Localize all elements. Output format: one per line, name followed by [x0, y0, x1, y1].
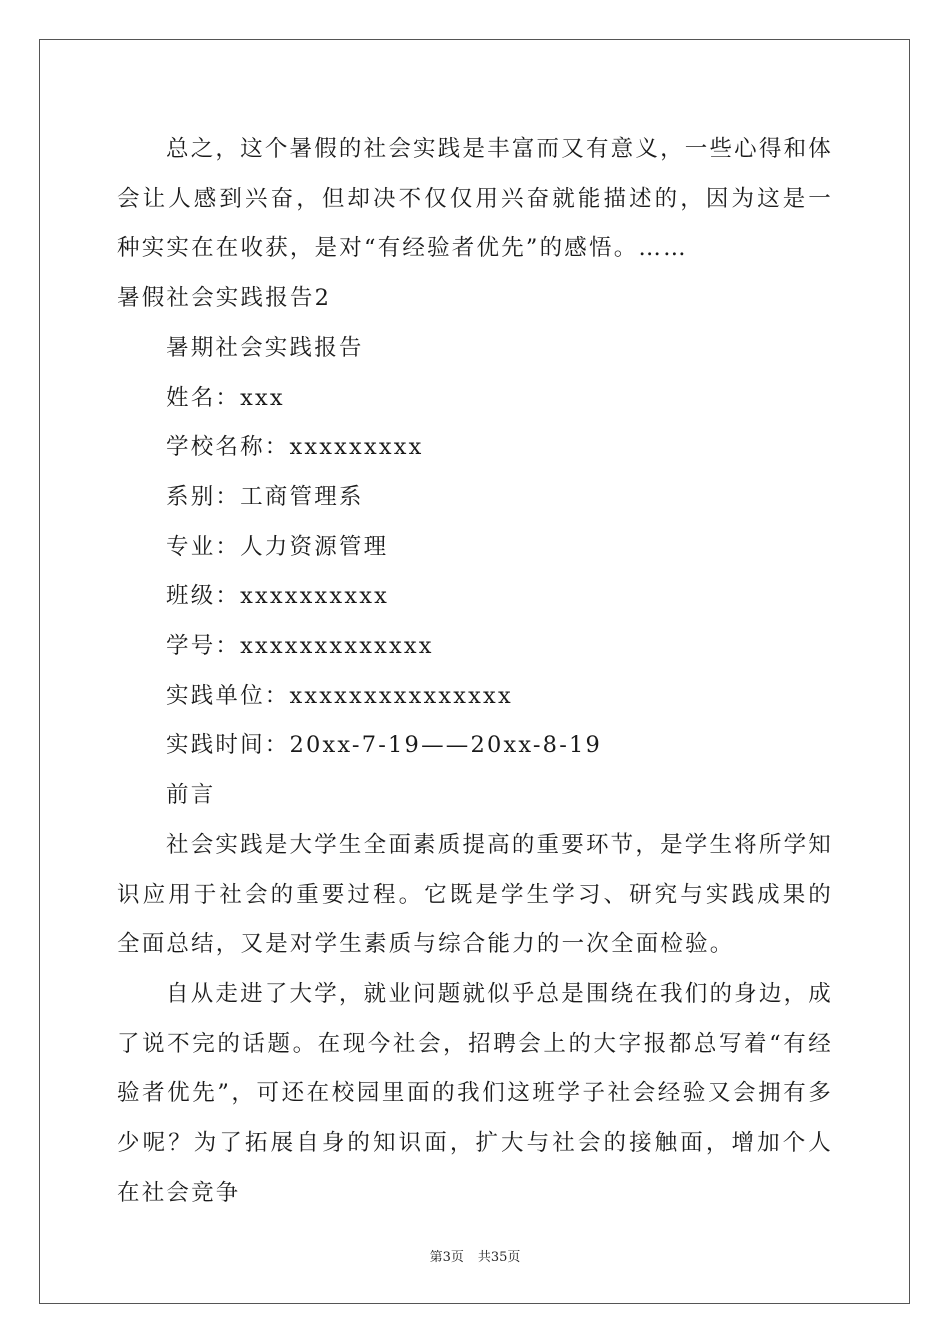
field-name: 姓名：xxx: [166, 384, 285, 411]
field-practice-unit: 实践单位：xxxxxxxxxxxxxxx: [166, 682, 513, 709]
report-title: 暑期社会实践报告: [166, 334, 364, 361]
page-total: 共35页: [477, 1250, 521, 1265]
preface-heading: 前言: [166, 782, 216, 809]
field-school: 学校名称：xxxxxxxxx: [166, 434, 424, 461]
page-number: 第3页: [429, 1250, 464, 1265]
field-class: 班级：xxxxxxxxxx: [166, 583, 389, 610]
field-department: 系别：工商管理系: [166, 483, 364, 510]
field-student-id: 学号：xxxxxxxxxxxxx: [166, 633, 434, 660]
field-major: 专业：人力资源管理: [166, 533, 389, 560]
page-footer: [0, 1246, 950, 1265]
paragraph-preface: 社会实践是大学生全面素质提高的重要环节，是学生将所学知识应用于社会的重要过程。它既是学生学习、研究与实践成果的全面总结，又是对学生素质与综合能力的一次全面检验。: [117, 831, 833, 958]
section-heading: 暑假社会实践报告2: [117, 285, 332, 312]
paragraph-body: 自从走进了大学，就业问题就似乎总是围绕在我们的身边，成了说不完的话题。在现今社会，招聘会上的大字报都总写着“有经验者优先”，可还在校园里面的我们这班学子社会经验又会拥有多少呢？为了拓展自身的知识面，扩大与社会的接触面，增加个人在社会竞争: [117, 980, 833, 1206]
field-practice-time: 实践时间：20xx-7-19——20xx-8-19: [166, 732, 603, 759]
paragraph-summary: 总之，这个暑假的社会实践是丰富而又有意义，一些心得和体会让人感到兴奋，但却决不仅仅用兴奋就能描述的，因为这是一种实实在在收获，是对“有经验者优先”的感悟。……: [117, 136, 833, 262]
document-body: [117, 125, 833, 1218]
